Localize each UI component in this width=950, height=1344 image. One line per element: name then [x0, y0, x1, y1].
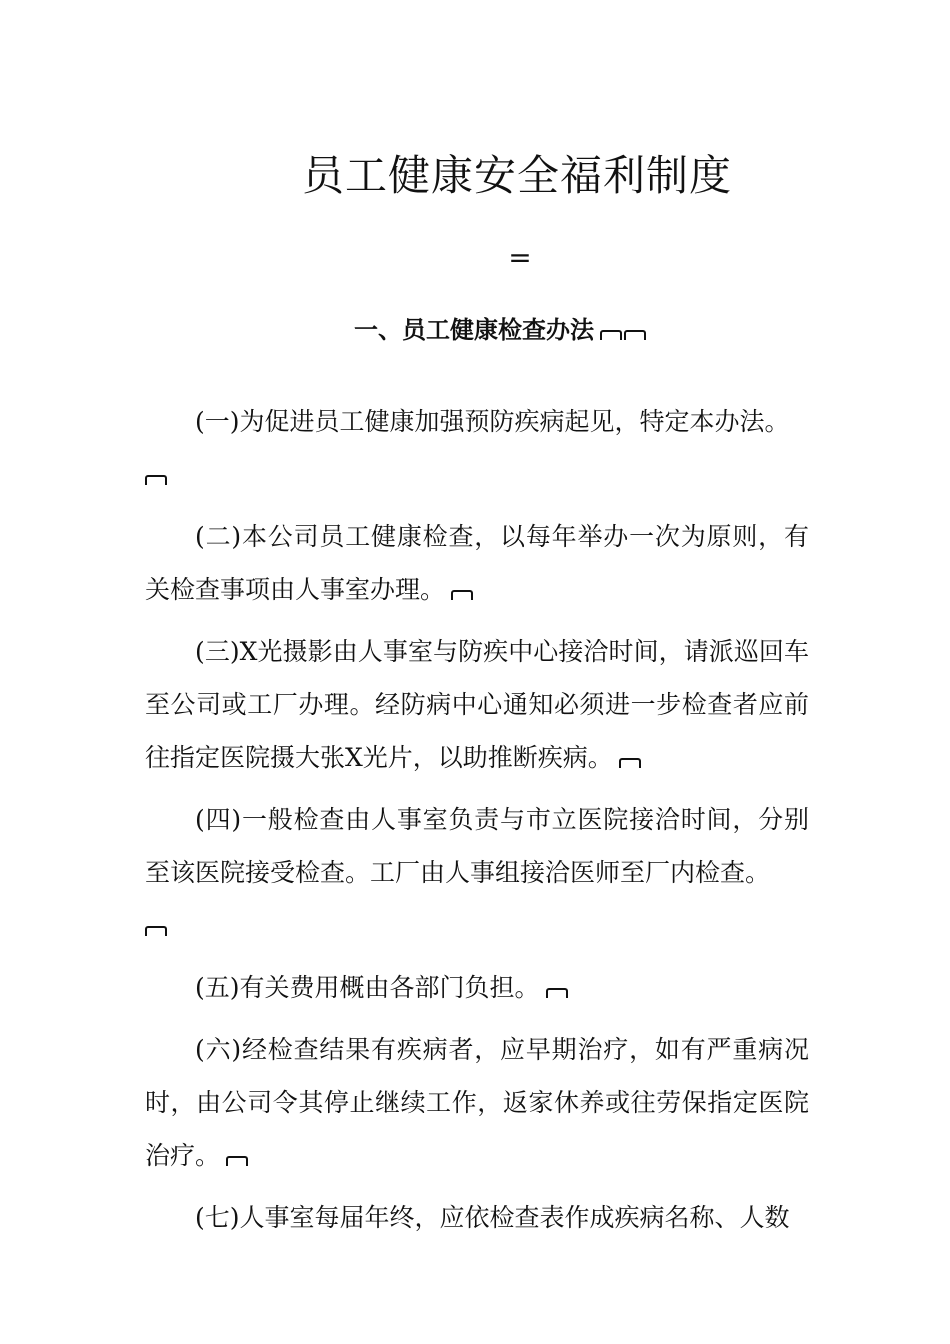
paragraph	[145, 395, 809, 501]
paragraph-mark-icon	[145, 926, 167, 936]
paragraph-mark-icon	[145, 475, 167, 485]
section-heading	[0, 312, 950, 348]
paragraph-text: (二)本公司员工健康检查，以每年举办一次为原则，有关检查事项由人事室办理。	[145, 522, 809, 604]
document-title: 员工健康安全福利制度	[301, 151, 732, 200]
paragraph	[145, 793, 809, 952]
paragraph-text: (四)一般检查由人事室负责与市立医院接洽时间，分别至该医院接受检查。工厂由人事组接洽医师至厂内检查。	[145, 805, 809, 887]
paragraph-text: (六)经检查结果有疾病者，应早期治疗，如有严重病况时，由公司令其停止继续工作，返家休养或往劳保指定医院治疗。	[145, 1035, 809, 1170]
paragraph	[145, 1191, 809, 1244]
paragraph-text: (三)X光摄影由人事室与防疾中心接洽时间，请派巡回车至公司或工厂办理。经防病中心通知必须进一步检查者应前往指定医院摄大张X光片，以助推断疾病。	[145, 637, 809, 772]
paragraph-text: (五)有关费用概由各部门负担。	[195, 973, 540, 1002]
paragraph-mark-icon	[451, 590, 473, 600]
paragraph-mark-icon	[619, 758, 641, 768]
paragraph-text: (一)为促进员工健康加强预防疾病起见，特定本办法。	[195, 407, 790, 436]
paragraph	[145, 961, 809, 1014]
section-heading-text: 一、员工健康检查办法	[354, 315, 594, 344]
paragraph	[145, 1023, 809, 1182]
paragraph	[145, 625, 809, 784]
paragraph-mark-icon	[600, 330, 622, 340]
paragraph-mark-icon	[226, 1156, 248, 1166]
paragraph-text: (七)人事室每届年终，应依检查表作成疾病名称、人数	[195, 1203, 790, 1232]
title-underline-mark: =	[508, 241, 532, 274]
paragraph-mark-icon	[546, 988, 568, 998]
document-body	[145, 395, 809, 1253]
paragraph	[145, 510, 809, 616]
paragraph-mark-icon	[624, 330, 646, 340]
